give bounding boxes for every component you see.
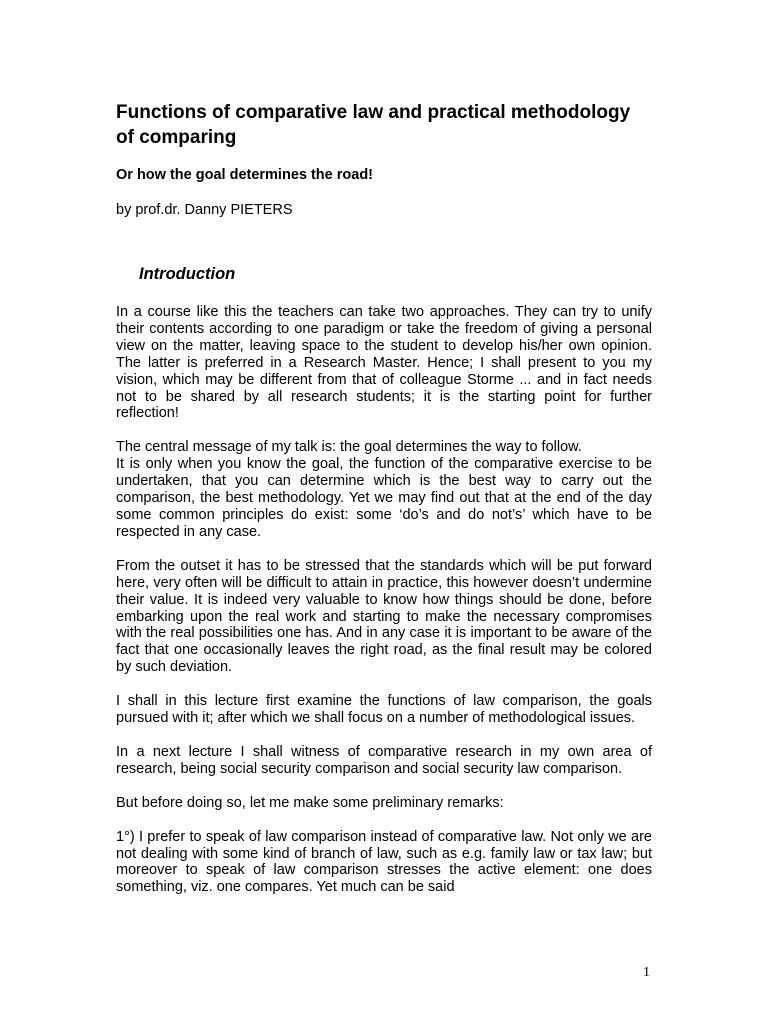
paragraph-6: In a next lecture I shall witness of comparative research in my own area of research, being social security comparison and social security law comparison. bbox=[116, 743, 652, 777]
document-title: Functions of comparative law and practical methodology of comparing bbox=[116, 102, 631, 148]
paragraph-4: From the outset it has to be stressed that the standards which will be put forward here, very often will be difficult to attain in practice, this however doesn’t undermine their value. It is indeed very valuable to know how things should be done, before embarking upon the real work and starting to make the necessary compromises with the real possibilities one has. And in any case it is important to be aware of the fact that one occasionally leaves the right road, as the final result may be colored by such deviation. bbox=[116, 557, 652, 676]
document-body bbox=[116, 304, 652, 913]
paragraph-5: I shall in this lecture first examine the functions of law comparison, the goals pursued with it; after which we shall focus on a number of methodological issues. bbox=[116, 693, 652, 727]
document-subtitle: Or how the goal determines the road! bbox=[116, 167, 374, 183]
section-heading-introduction: Introduction bbox=[139, 265, 236, 283]
paragraph-3: It is only when you know the goal, the function of the comparative exercise to be undertaken, that you can determine which is the best way to carry out the comparison, the best methodology. Yet we may find out that at the end of the day some common principles do exist: some ‘do’s and do not’s’ which have to be respected in any case. bbox=[116, 456, 652, 540]
paragraph-7: But before doing so, let me make some preliminary remarks: bbox=[116, 794, 504, 811]
paragraph-8: 1°) I prefer to speak of law comparison instead of comparative law. Not only we are not dealing with some kind of branch of law, such as e.g. family law or tax law; but moreover to speak of law comparison stresses the active element: one does something, viz. one compares. Yet much can be said bbox=[116, 828, 652, 896]
paragraph-2: The central message of my talk is: the goal determines the way to follow. bbox=[116, 439, 582, 456]
paragraph-1: In a course like this the teachers can take two approaches. They can try to unify their contents according to one paradigm or take the freedom of giving a personal view on the matter, leaving space to the student to develop his/her own opinion. The latter is preferred in a Research Master. Hence; I shall present to you my vision, which may be different from that of colleague Storme ... and in fact needs not to be shared by all research students; it is the starting point for further reflection! bbox=[116, 304, 652, 422]
document-author: by prof.dr. Danny PIETERS bbox=[116, 202, 293, 218]
page-number: 1 bbox=[643, 965, 650, 980]
